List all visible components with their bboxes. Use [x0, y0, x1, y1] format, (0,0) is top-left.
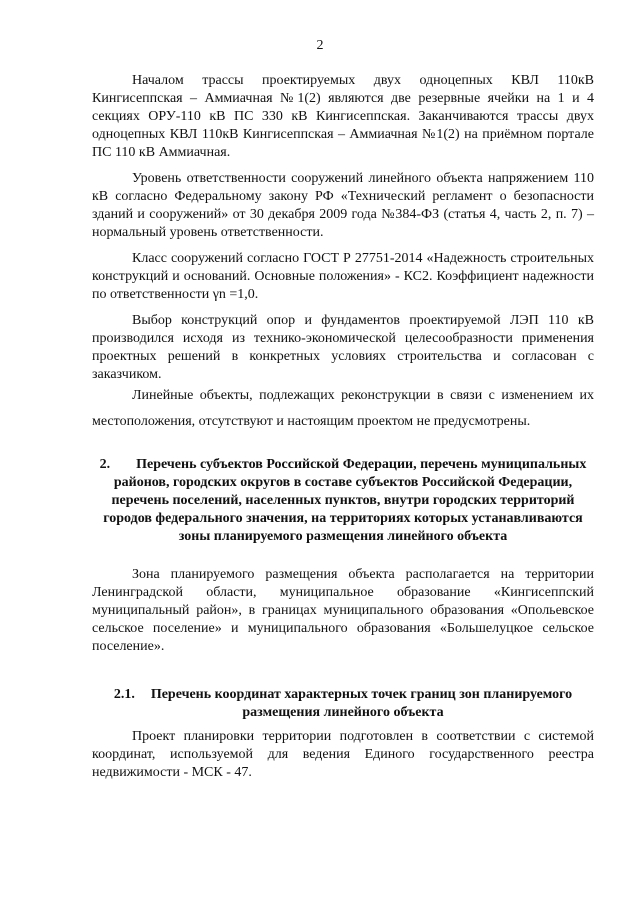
paragraph-reconstruction: Линейные объекты, подлежащих реконструкции в связи с изменением их местоположения, отсутствуют и настоящим проектом не предусмотрены.	[92, 388, 594, 429]
page-number: 2	[316, 38, 324, 53]
section-2-1-number: 2.1.	[113, 687, 135, 702]
paragraph-zone-location: Зона планируемого размещения объекта располагается на территории Ленинградской области, муниципальное образование «Кингисеппский муниципальный район», в границах муниципального образования «Опольевское сельское поселение» и муниципального образования «Большелуцкое сельское поселение».	[92, 567, 594, 654]
section-2-body	[92, 566, 594, 656]
intro-section	[92, 72, 594, 384]
section-2-title: Перечень субъектов Российской Федерации, перечень муниципальных районов, городских округов в составе субъектов Российской Федерации, перечень поселений, населенных пунктов, внутри городских территорий городов федерального значения, на территориях которых устанавливаются зоны планируемого размещения линейного объекта	[103, 457, 587, 544]
paragraph-responsibility-level: Уровень ответственности сооружений линейного объекта напряжением 110 кВ согласно Федеральному закону РФ «Технический регламент о безопасности зданий и сооружений» от 30 декабря 2009 года №384-ФЗ (статья 4, часть 2, п. 7) – нормальный уровень ответственности.	[92, 171, 594, 240]
paragraph-design-choice: Выбор конструкций опор и фундаментов проектируемой ЛЭП 110 кВ производился исходя из технико-экономической целесообразности применения проектных решений в конкретных условиях строительства и согласован с заказчиком.	[92, 313, 594, 382]
section-2-1-heading	[92, 686, 594, 722]
paragraph-route-start: Началом трассы проектируемых двух одноцепных КВЛ 110кВ Кингисеппская – Аммиачная №1(2) являются две резервные ячейки на 1 и 4 секциях ОРУ-110 кВ ПС 330 кВ Кингисеппская. Заканчиваются трассы двух одноцепных КВЛ 110кВ Кингисеппская – Аммиачная №1(2) на приёмном портале ПС 110 кВ Аммиачная.	[92, 73, 594, 160]
section-2-1-title: Перечень координат характерных точек границ зон планируемого размещения линейного объекта	[150, 687, 573, 720]
section-2-heading	[92, 456, 594, 546]
section-2-number: 2.	[99, 457, 111, 472]
paragraph-coordinate-system: Проект планировки территории подготовлен в соответствии с системой координат, используемой для ведения Единого государственного реестра недвижимости - МСК - 47.	[92, 729, 594, 780]
paragraph-reconstruction-block	[92, 383, 594, 435]
section-2-1-body	[92, 728, 594, 782]
paragraph-structure-class: Класс сооружений согласно ГОСТ Р 27751-2014 «Надежность строительных конструкций и оснований. Основные положения» - КС2. Коэффициент надежности по ответственности γn =1,0.	[92, 251, 594, 302]
